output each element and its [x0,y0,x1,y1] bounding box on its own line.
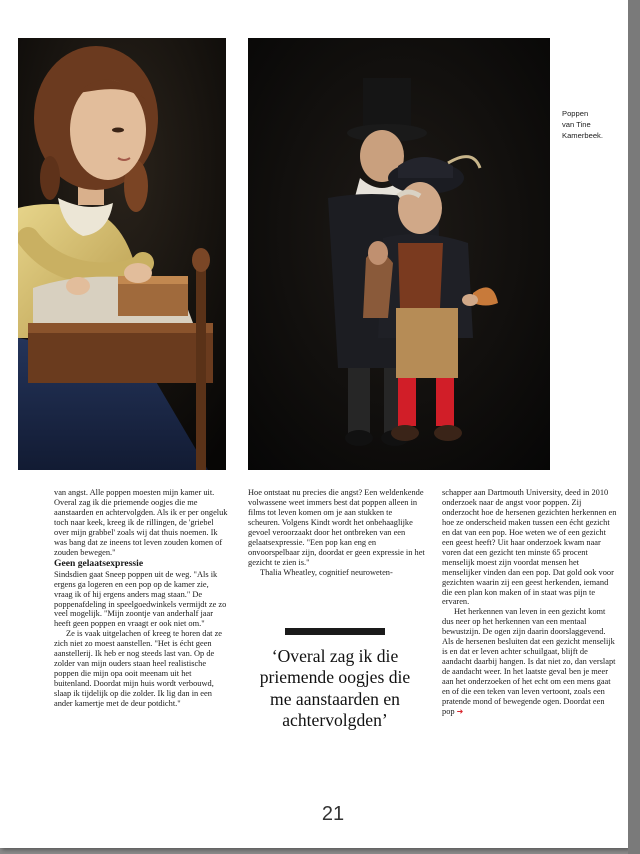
page-number: 21 [321,803,345,825]
photo-caption [562,108,624,141]
paragraph-text: Het herkennen van leven in een gezicht komt dus neer op het herkennen van een mentaal bewustzijn. De ogen zijn daarin doorslaggevend. Als de hersenen besluiten dat een gezicht menselijk is en dat er leven achter schuilgaat, blijft de aandacht daarbij hangen. Is dat niet zo, dan verslapt de aandacht weer. In het laatste geval ben je meer aan het onderzoeken of het echt om een mens gaat en of die een teken van leven vertoont, zoals een pratende mond of bewegende ogen. Doordat een pop [442,607,616,716]
caption-line: Kamerbeek. [562,131,603,140]
text-column-2 [248,488,426,578]
pull-quote: ‘Overal zag ik die priemende oogjes die me aanstaarden en achtervolgden’ [259,646,411,731]
caption-line: van Tine [562,120,591,129]
caption-line: Poppen [562,109,589,118]
paragraph: van angst. Alle poppen moesten mijn kamer uit. Overal zag ik die priemende oogjes die me aanstaarden en achtervolgden. Als ik er per ongeluk toch naar keek, kreeg ik de rillingen, de 'griebel over mijn grabbel' zoals wij dat thuis noemen. Ik was bang dat ze ineens tot leven zouden komen of zouden bewegen." [54,488,228,557]
elderly-dolls-photo [248,38,550,470]
paragraph [442,607,618,716]
paragraph: schapper aan Dartmouth University, deed in 2010 onderzoek naar de angst voor poppen. Zij onderzocht hoe de hersenen gezichten herkennen en hoe ze onderscheid maken tussen een écht gezicht en dat van een pop. Hoe weten we of een gezicht een geest heeft? Uit haar onderzoek kwam naar voren dat een gezicht ten minste 65 procent menselijk moest zijn voordat mensen het menselijker vinden dan een pop. Dat gold ook voor gezichten waarin zij een geest herkenden, iemand die een plan kon maken of in staat was pijn te ervaren. [442,488,617,607]
subheading: Geen gelaatsexpressie [54,557,144,569]
paragraph: Ze is vaak uitgelachen of kreeg te horen dat ze zich niet zo moest aanstellen. "Het is écht geen aanstellerij. Ik heb er nog steeds last van. Op de zolder van mijn ouders staan heel realistische poppen die mijn opa ooit meenam uit het buitenland. Doordat mijn huis wordt verbouwd, slaap ik tijdelijk op die zolder. Ik lig dan in een ander kamertje met de deur potdicht." [54,629,223,709]
paragraph: Sindsdien gaat Sneep poppen uit de weg. "Als ik ergens ga logeren en een pop op de kamer zie, vraag ik of hij ergens anders mag staan." De poppenafdeling in speelgoedwinkels vermijdt ze zo veel mogelijk. "Mijn zoontje van anderhalf jaar heeft geen poppen en vraagt er ook niet om." [54,569,227,629]
lacemaker-doll-illustration [18,38,226,470]
paragraph: Thalia Wheatley, cognitief neuroweten- [260,567,393,577]
continue-arrow-icon: ➜ [456,706,464,716]
viewer-side-strip [628,0,640,854]
text-column-1 [54,488,228,709]
lacemaker-doll-photo [18,38,226,470]
paragraph: Hoe ontstaat nu precies die angst? Een weldenkende volwassene weet immers best dat poppen alleen in films tot leven komen om je aan stukken te scheuren. Volgens Kindt wordt het onbehaaglijke gevoel veroorzaakt door het ontbreken van een gelaatsexpressie. "Een pop kan eng en onvoorspelbaar zijn, doordat er geen expressie in het gezicht te zien is." [248,488,425,567]
text-column-3 [442,488,618,717]
pull-quote-rule [285,628,385,635]
elderly-dolls-illustration [248,38,550,470]
